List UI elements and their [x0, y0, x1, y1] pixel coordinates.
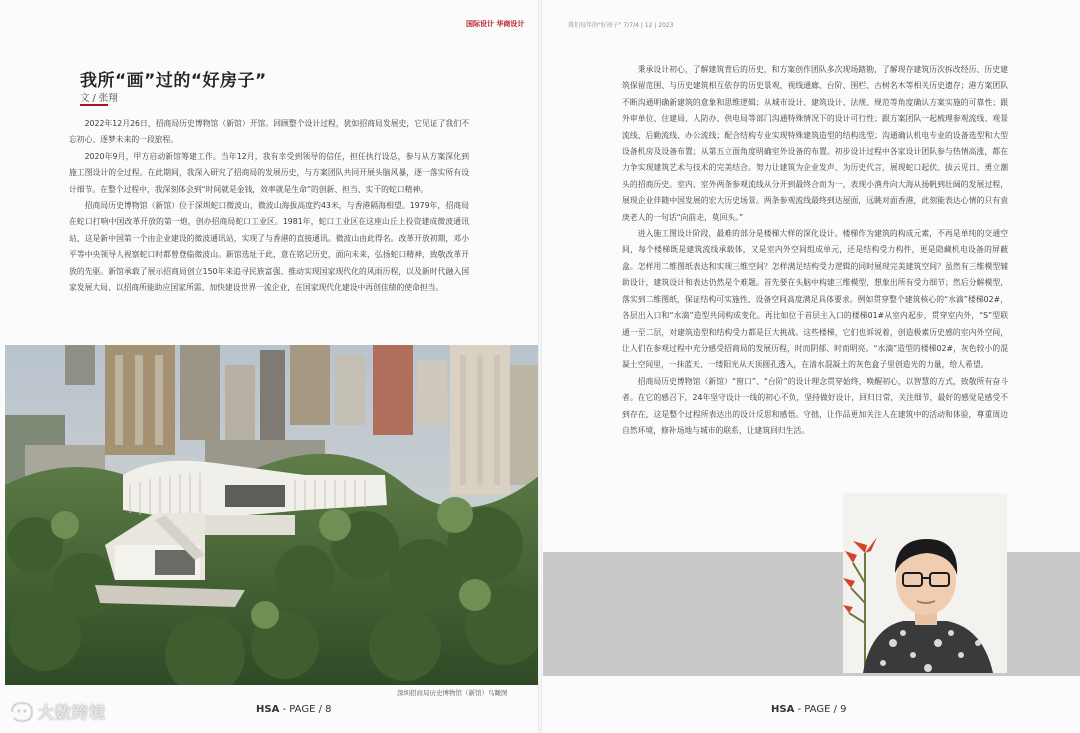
paragraph: 招商局历史博物馆（新馆）“窗口”、“台阶”的设计理念贯穿始终，唤醒初心，以智慧的方式，致敬所有奋斗者。在它的感召下，24年坚守设计一线的初心不负，坚持做好设计，回归日常，关注细节，最好的感觉是感受不到存在，这是整个过程所表达出的设计反思和感悟。守拙，让作品更加关注人在建筑中的活动和体验，尊重周边自然环境，修补场地与城市的联系，让建筑回归生活。 [622, 376, 1008, 435]
photo-caption: 深圳招商局历史博物馆（新馆）鸟瞰图 [397, 689, 508, 697]
watermark-text: 大数跨境 [38, 703, 107, 722]
page-prefix: HSA [256, 704, 280, 715]
paragraph: 秉承设计初心，了解建筑背后的历史，和方案创作团队多次现场踏勘，了解现存建筑历次拆改经历、历史建筑保留范围、与历史建筑相互依存的历史景观，视线通廊、台阶、围栏、古树名木等相关历史遗存；港方案团队不断沟通明确新建筑的意象和思维逻辑；从城市设计、建筑设计、法规、规范等角度确认方案实施的可靠性；跟外审单位、住建局、人防办、供电局等部门沟通特殊情况下的设计可行性；跟方案团队一起梳理参观流线、观景流线、后勤流线、办公流线；配合结构专业实现特殊建筑造型的结构选型；沟通确认机电专业的设备选型和大型设备机房及设备布置；从第五立面角度明确室外设备的布置。初步设计过程中各家设计团队参与热情高涨，都在力争实现建筑艺术与技术的完美结合。努力让建筑为企业发声、为历史代言，展现蛇口起伏、拔云见日、勇立潮头的招商历史。室内、室外两条参观流线从分开到最终合而为一，表现小渔舟向大海从扬帆到壮阔的发展过程，展现企业伴随中国发展的宏大历史场景。两条参观流线最终到达屋面，远眺对面香港，此刻能表达心情的只有袁庚老人的一句话“向前走，莫回头。” [622, 65, 1008, 222]
watermark [10, 700, 106, 723]
page-number-right [771, 704, 847, 715]
page-sep: - PAGE / [279, 704, 326, 715]
author-portrait [843, 493, 1007, 673]
page-prefix: HSA [771, 704, 795, 715]
page-sep: - PAGE / [794, 704, 841, 715]
issue-tag: 我们每年的"好房子" 7/7/4 | 12 | 2023 [568, 22, 674, 29]
paragraph: 进入施工图设计阶段，最难的部分是楼梯大样的深化设计。楼梯作为建筑的构成元素，不再是单纯的交通空间，每个楼梯既是建筑流线承载体，又是室内外空间组成单元，还是结构受力构件，更是隐藏机电设备的屏蔽盒。怎样用二维图纸表达和实现三维空间？怎样满足结构受力逻辑的同时展现完美建筑空间？虽然有三维模型辅助设计，建筑设计和表达仍然是个难题。首先要在头脑中构建三维模型，想象出所有受力细节；然后分解模型，落实到二维图纸，保证结构可实施性、设备空间高度满足具体要求。例如贯穿整个建筑核心的“水滴”楼梯02#，各层出入口和“水滴”造型共同构成变化。再比如位于首层主入口的楼梯01#从室内起步，贯穿室内外，“S”型联通一至二层，对建筑造型和结构受力都是巨大挑战。这些楼梯，它们也诉说着，创造极素历史感的室内外空间，让人们在参观过程中充分感受招商局的发展历程，时而阴郁、时而明亮。“水滴”造型的楼梯02#，灰色较小的混凝土空间里，一抹蓝天、一缕阳光从天顶圆孔透入，在清水混凝土的灰色盒子里创造光的力量，给人希望。 [622, 229, 1008, 370]
page-num: 9 [840, 704, 847, 715]
museum-aerial-photo [5, 345, 540, 685]
article-byline: 文 / 张翔 [80, 93, 118, 104]
paragraph: 2020年9月，甲方启动新馆筹建工作。当年12月，我有幸受到领导的信任，担任执行设总，参与从方案深化到施工图设计的全过程。在此期间，我深入研究了招商局的发展历史，与方案团队共同开展头脑风暴，逐一落实所有设计细节。在整个过程中，我深刻体会到“时间就是金钱，效率就是生命”的创新、担当、实干的蛇口精神。 [69, 151, 469, 194]
paragraph: 2022年12月26日，招商局历史博物馆（新馆）开馆。回顾整个设计过程，犹如招商局发展史，它见证了我们不忘初心、逐梦未来的一段旅程。 [69, 119, 469, 145]
paragraph: 招商局历史博物馆（新馆）位于深圳蛇口微波山，微波山海拔高度约43米，与香港隔海相望。1979年，招商局在蛇口打响中国改革开放的第一炮，创办招商局蛇口工业区。1981年，蛇口工业区在这座山丘上投资建成微波通讯站，这是新中国第一个由企业建设的微波通讯站，实现了与香港的直接通讯。微波山由此得名。改革开放初期，邓小平等中央领导人视察蛇口时都曾登临微波山。新馆选址于此，意在铭记历史，面向未来，弘扬蛇口精神，致敬改革开放的先驱。新馆承载了展示招商局创立150年来追寻民族富强、推动实现国家现代化的风雨历程，以及新时代融入国家发展大局、以招商所能助应国家所需、加快建设世界一流企业，在国家现代化建设中再创佳绩的使命担当。 [69, 201, 469, 293]
logo-brand: 华商设计 [496, 20, 525, 28]
title-underline [80, 104, 108, 106]
watermark-logo-icon [10, 701, 34, 723]
page-num: 8 [325, 704, 332, 715]
left-body-text [69, 116, 469, 296]
logo-text: 国际设计 [466, 20, 494, 28]
page-number-left [256, 704, 332, 715]
page-right [540, 0, 1080, 733]
article-title: 我所“画”过的“好房子” [80, 71, 267, 91]
right-body-text [622, 62, 1008, 439]
